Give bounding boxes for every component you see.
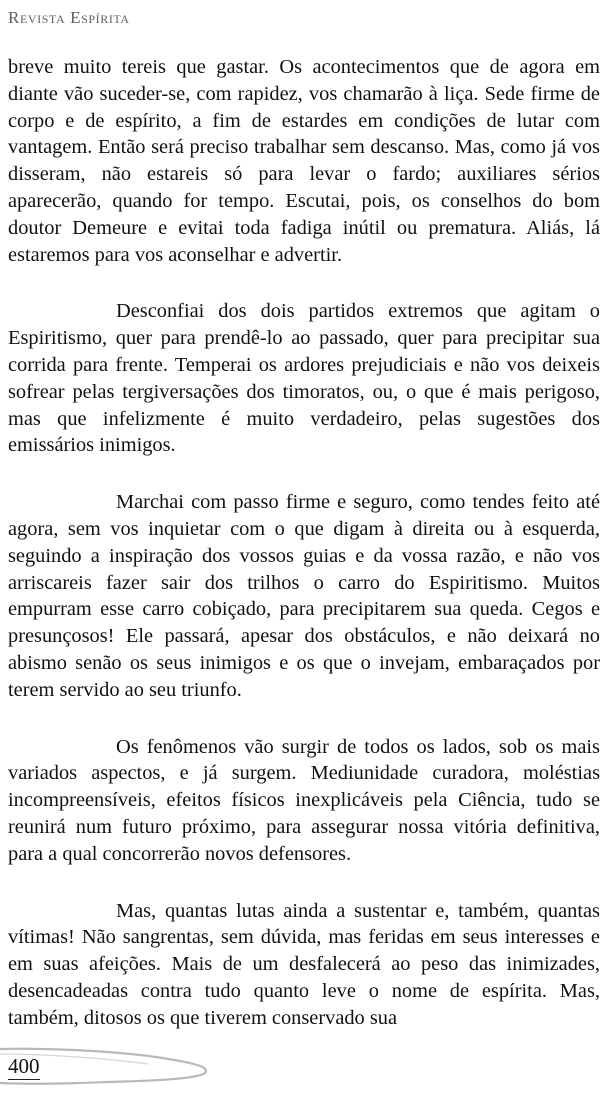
paragraph-2: Desconfiai dos dois partidos extremos que agitam o Espiritismo, quer para prendê-lo ao passado, quer para precipitar sua corrida para frente. Temperai os ardores prejudiciais e não vos deixeis sofrear pelas tergiversações dos timoratos, ou, o que é mais perigoso, mas que infelizmente é muito verdadeiro, pelas sugestões dos emissários inimigos. xyxy=(8,300,600,457)
page-body xyxy=(8,54,600,1032)
page-footer xyxy=(0,1042,607,1094)
running-title: Revista Espírita xyxy=(8,8,130,27)
page-number: 400 xyxy=(8,1054,40,1078)
paragraph-3: Marchai com passo firme e seguro, como tendes feito até agora, sem vos inquietar com o que digam à direita ou à esquerda, seguindo a inspiração dos vossos guias e da vossa razão, e não vos arriscareis fazer sair dos trilhos o carro do Espiritismo. Muitos empurram esse carro cobiçado, para precipitarem sua queda. Cegos e presunçosos! Ele passará, apesar dos obstáculos, e não deixará no abismo senão os seus inimigos e os que o invejam, embaraçados por terem servido ao seu triunfo. xyxy=(8,491,600,701)
paragraph-5: Mas, quantas lutas ainda a sustentar e, também, quantas vítimas! Não sangrentas, sem dúvida, mas feridas em seus interesses e em suas afeições. Mais de um desfalecerá ao peso das inimizades, desencadeadas contra tudo quanto leve o nome de espírita. Mas, também, ditosos os que tiverem conservado sua xyxy=(8,899,600,1029)
paragraph-1: breve muito tereis que gastar. Os acontecimentos que de agora em diante vão suceder-se, com rapidez, vos chamarão à liça. Sede firme de corpo e de espírito, a fim de estardes em condições de lutar com vantagem. Então será preciso trabalhar sem descanso. Mas, como já vos disseram, não estareis só para levar o fardo; auxiliares sérios aparecerão, quando for tempo. Escutai, pois, os conselhos do bom doutor Demeure e evitai toda fadiga inútil ou prematura. Aliás, lá estaremos para vos aconselhar e advertir. xyxy=(8,56,600,266)
paragraph-4: Os fenômenos vão surgir de todos os lados, sob os mais variados aspectos, e já surgem. Mediunidade curadora, moléstias incompreensíveis, efeitos físicos inexplicáveis pela Ciência, tudo se reunirá num futuro próximo, para assegurar nossa vitória definitiva, para a qual concorrerão novos defensores. xyxy=(8,735,600,865)
